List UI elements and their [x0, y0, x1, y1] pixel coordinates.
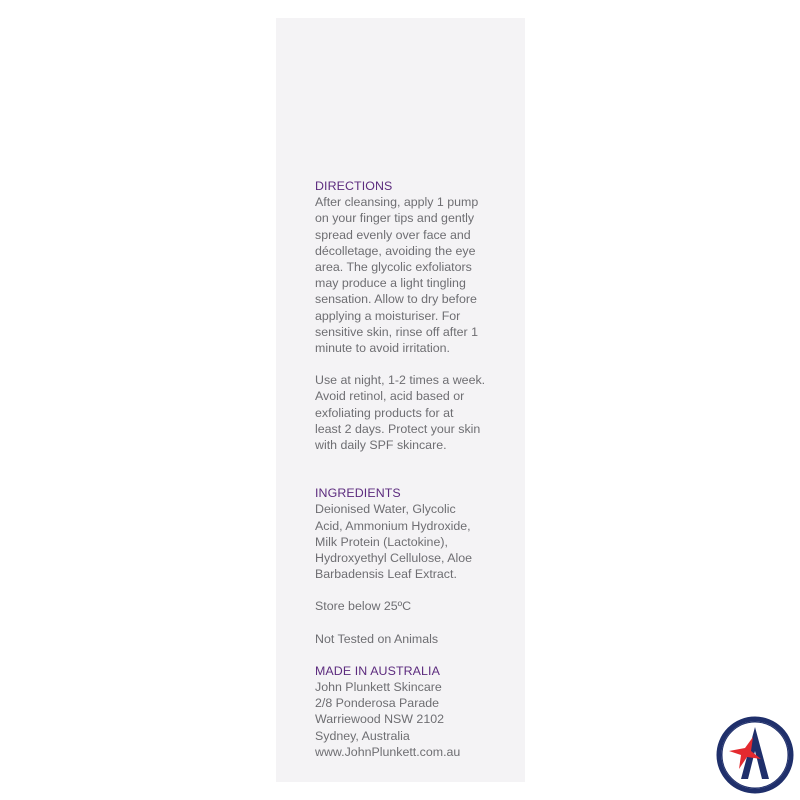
storage-text: Store below 25ºC: [315, 599, 412, 614]
animal-testing-text: Not Tested on Animals: [315, 631, 439, 646]
ingredients-heading: INGREDIENTS: [315, 486, 401, 501]
directions-heading: DIRECTIONS: [315, 179, 393, 193]
usage-text: Use at night, 1-2 times a week. Avoid retinol, acid based or exfoliating products for at least 2 days. Protect your skin with daily SPF skincare.: [315, 373, 486, 453]
directions-text: After cleansing, apply 1 pump on your finger tips and gently spread evenly over face and décolletage, avoiding the eye area. The glycolic exfoliators may produce a light tingling sensation. Allow to dry before applying a moisturiser. For sensitive skin, rinse off after 1 minute to avoid irritation.: [315, 195, 479, 356]
label-text: [315, 178, 515, 760]
made-in-heading: MADE IN AUSTRALIA: [315, 663, 440, 678]
star-logo-icon: [715, 715, 795, 795]
ingredients-text: Deionised Water, Glycolic Acid, Ammonium Hydroxide, Milk Protein (Lactokine), Hydroxyethyl Cellulose, Aloe Barbadensis Leaf Extract.: [315, 502, 473, 582]
address-text: John Plunkett Skincare 2/8 Ponderosa Parade Warriewood NSW 2102 Sydney, Australia www.JohnPlunkett.com.au: [315, 680, 461, 759]
